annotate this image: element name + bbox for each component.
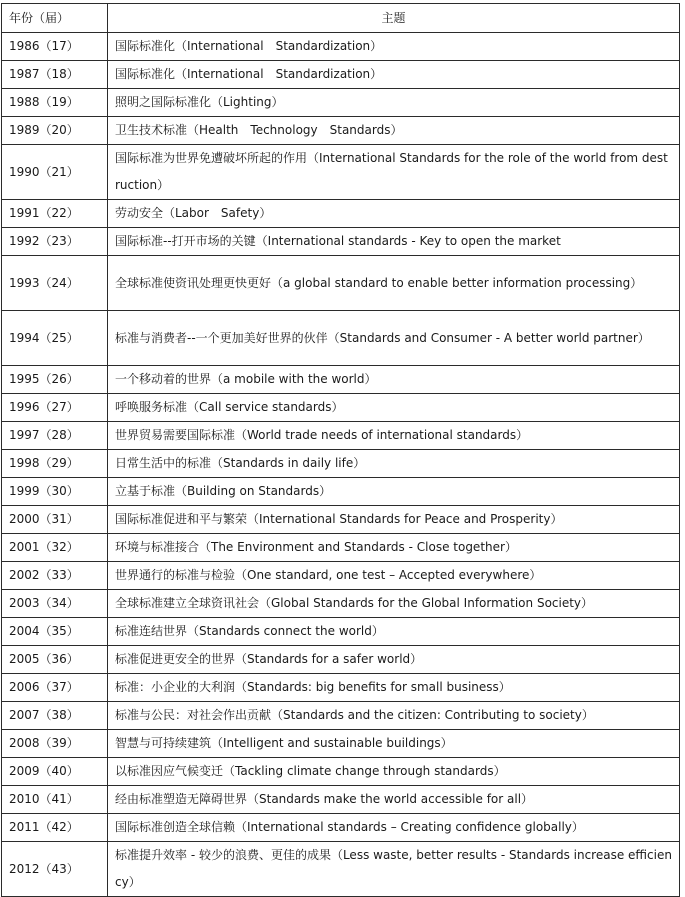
table-header-row <box>2 4 680 33</box>
table-row <box>2 478 680 506</box>
table-row <box>2 562 680 590</box>
table-row <box>2 758 680 786</box>
year-cell: 2011（42） <box>2 814 108 842</box>
table-body <box>2 33 680 897</box>
year-cell: 2001（32） <box>2 534 108 562</box>
year-cell: 1994（25） <box>2 311 108 366</box>
theme-cell: 标准提升效率 - 较少的浪费、更佳的成果（Less waste, better results - Standards increase efficiency） <box>108 842 680 897</box>
table-row <box>2 33 680 61</box>
table-row <box>2 786 680 814</box>
year-cell: 1989（20） <box>2 117 108 145</box>
table-row <box>2 117 680 145</box>
year-cell: 1991（22） <box>2 200 108 228</box>
theme-cell: 国际标准创造全球信赖（International standards – Creating confidence globally） <box>108 814 680 842</box>
theme-cell: 标准促进更安全的世界（Standards for a safer world） <box>108 646 680 674</box>
table-row <box>2 450 680 478</box>
year-cell: 1995（26） <box>2 366 108 394</box>
year-cell: 1987（18） <box>2 61 108 89</box>
table-row <box>2 618 680 646</box>
year-cell: 2009（40） <box>2 758 108 786</box>
table-row <box>2 311 680 366</box>
table-row <box>2 394 680 422</box>
theme-cell: 全球标准使资讯处理更快更好（a global standard to enable better information processing） <box>108 256 680 311</box>
year-cell: 2007（38） <box>2 702 108 730</box>
theme-cell: 国际标准化（International Standardization） <box>108 33 680 61</box>
theme-cell: 标准与公民：对社会作出贡献（Standards and the citizen: Contributing to society） <box>108 702 680 730</box>
theme-cell: 立基于标准（Building on Standards） <box>108 478 680 506</box>
theme-cell: 国际标准化（International Standardization） <box>108 61 680 89</box>
year-cell: 2006（37） <box>2 674 108 702</box>
theme-cell: 国际标准促进和平与繁荣（International Standards for Peace and Prosperity） <box>108 506 680 534</box>
table-row <box>2 228 680 256</box>
theme-cell: 日常生活中的标准（Standards in daily life） <box>108 450 680 478</box>
table-row <box>2 506 680 534</box>
table-row <box>2 61 680 89</box>
column-header-theme: 主题 <box>108 4 680 33</box>
theme-cell: 标准与消费者--一个更加美好世界的伙伴（Standards and Consumer - A better world partner） <box>108 311 680 366</box>
theme-cell: 经由标准塑造无障碍世界（Standards make the world accessible for all） <box>108 786 680 814</box>
table-row <box>2 814 680 842</box>
table-row <box>2 256 680 311</box>
theme-cell: 智慧与可持续建筑（Intelligent and sustainable buildings） <box>108 730 680 758</box>
table-row <box>2 366 680 394</box>
year-cell: 2004（35） <box>2 618 108 646</box>
theme-cell: 环境与标准接合（The Environment and Standards - Close together） <box>108 534 680 562</box>
year-cell: 1998（29） <box>2 450 108 478</box>
theme-cell: 国际标准为世界免遭破坏所起的作用（International Standards for the role of the world from destruction） <box>108 145 680 200</box>
year-cell: 2002（33） <box>2 562 108 590</box>
table-row <box>2 702 680 730</box>
table-row <box>2 534 680 562</box>
theme-cell: 照明之国际标准化（Lighting） <box>108 89 680 117</box>
year-cell: 1993（24） <box>2 256 108 311</box>
year-cell: 1990（21） <box>2 145 108 200</box>
theme-cell: 呼唤服务标准（Call service standards） <box>108 394 680 422</box>
theme-cell: 世界通行的标准与检验（One standard, one test – Accepted everywhere） <box>108 562 680 590</box>
theme-cell: 世界贸易需要国际标准（World trade needs of international standards） <box>108 422 680 450</box>
theme-cell: 卫生技术标准（Health Technology Standards） <box>108 117 680 145</box>
table-row <box>2 590 680 618</box>
theme-cell: 标准连结世界（Standards connect the world） <box>108 618 680 646</box>
year-cell: 2010（41） <box>2 786 108 814</box>
table-row <box>2 842 680 897</box>
year-cell: 1992（23） <box>2 228 108 256</box>
year-cell: 2012（43） <box>2 842 108 897</box>
table-row <box>2 674 680 702</box>
year-cell: 1999（30） <box>2 478 108 506</box>
column-header-year: 年份（届） <box>2 4 108 33</box>
year-cell: 2003（34） <box>2 590 108 618</box>
theme-cell: 全球标准建立全球资讯社会（Global Standards for the Global Information Society） <box>108 590 680 618</box>
theme-cell: 以标准因应气候变迁（Tackling climate change through standards） <box>108 758 680 786</box>
table-row <box>2 422 680 450</box>
world-standards-day-themes-table <box>1 3 680 897</box>
table-row <box>2 730 680 758</box>
year-cell: 2000（31） <box>2 506 108 534</box>
table-row <box>2 145 680 200</box>
table-row <box>2 89 680 117</box>
year-cell: 1996（27） <box>2 394 108 422</box>
table-row <box>2 200 680 228</box>
year-cell: 1997（28） <box>2 422 108 450</box>
year-cell: 2008（39） <box>2 730 108 758</box>
theme-cell: 一个移动着的世界（a mobile with the world） <box>108 366 680 394</box>
year-cell: 1988（19） <box>2 89 108 117</box>
year-cell: 1986（17） <box>2 33 108 61</box>
theme-cell: 标准：小企业的大利润（Standards: big benefits for small business） <box>108 674 680 702</box>
theme-cell: 国际标准--打开市场的关键（International standards - Key to open the market <box>108 228 680 256</box>
theme-cell: 劳动安全（Labor Safety） <box>108 200 680 228</box>
year-cell: 2005（36） <box>2 646 108 674</box>
table-row <box>2 646 680 674</box>
